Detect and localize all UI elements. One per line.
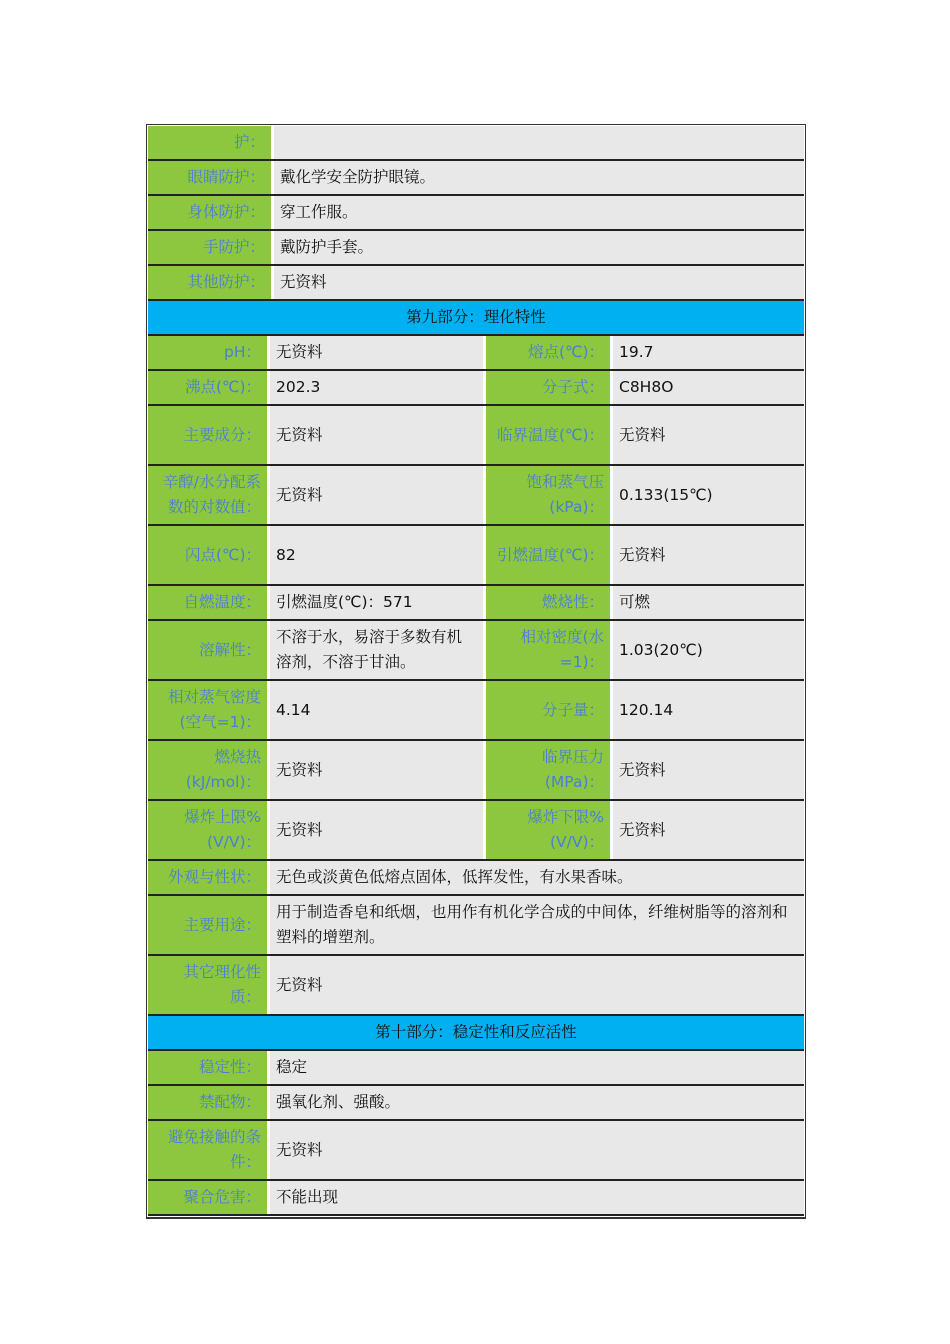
field-value: 无资料	[613, 526, 804, 584]
field-label: 熔点(℃)：	[486, 336, 613, 369]
field-label: 避免接触的条件：	[148, 1121, 270, 1179]
field-label: 分子式：	[486, 371, 613, 404]
field-label: 燃烧性：	[486, 586, 613, 619]
field-label: 分子量：	[486, 681, 613, 739]
field-label: 沸点(℃)：	[148, 371, 270, 404]
field-value: 无资料	[270, 801, 486, 859]
section-title: 第九部分：理化特性	[148, 301, 804, 334]
table-row	[148, 266, 804, 301]
field-label: 燃烧热(kJ/mol)：	[148, 741, 270, 799]
field-value: 19.7	[613, 336, 804, 369]
field-label: 饱和蒸气压(kPa)：	[486, 466, 613, 524]
field-label: 溶解性：	[148, 621, 270, 679]
field-label: 闪点(℃)：	[148, 526, 270, 584]
field-label: 禁配物：	[148, 1086, 270, 1119]
table-row	[148, 526, 804, 586]
field-value: 强氧化剂、强酸。	[270, 1086, 804, 1119]
table-row	[148, 681, 804, 741]
field-value: 可燃	[613, 586, 804, 619]
table-row	[148, 896, 804, 956]
table-row	[148, 741, 804, 801]
field-value: 稳定	[270, 1051, 804, 1084]
field-label: pH：	[148, 336, 270, 369]
table-row	[148, 196, 804, 231]
field-value: 无资料	[613, 406, 804, 464]
field-value: 无资料	[270, 741, 486, 799]
table-row	[148, 161, 804, 196]
section-title: 第十部分：稳定性和反应活性	[148, 1016, 804, 1049]
field-label: 引燃温度(℃)：	[486, 526, 613, 584]
table-row	[148, 231, 804, 266]
table-row	[148, 956, 804, 1016]
table-row	[148, 621, 804, 681]
field-value: 无色或淡黄色低熔点固体，低挥发性，有水果香味。	[270, 861, 804, 894]
field-value: 戴化学安全防护眼镜。	[274, 161, 804, 194]
field-label: 聚合危害：	[148, 1181, 270, 1214]
table-row	[148, 1121, 804, 1181]
field-value: 不溶于水，易溶于多数有机溶剂，不溶于甘油。	[270, 621, 486, 679]
table-row	[148, 126, 804, 161]
field-label: 主要用途：	[148, 896, 270, 954]
field-value: 穿工作服。	[274, 196, 804, 229]
table-row	[148, 801, 804, 861]
field-label: 身体防护：	[148, 196, 274, 229]
field-value: 戴防护手套。	[274, 231, 804, 264]
field-value	[274, 126, 804, 159]
field-value: 无资料	[613, 741, 804, 799]
field-label: 自燃温度：	[148, 586, 270, 619]
field-label: 相对密度(水=1)：	[486, 621, 613, 679]
field-value: 引燃温度(℃)：571	[270, 586, 486, 619]
field-label: 其它理化性质：	[148, 956, 270, 1014]
field-label: 临界温度(℃)：	[486, 406, 613, 464]
table-row	[148, 466, 804, 526]
field-label: 相对蒸气密度(空气=1)：	[148, 681, 270, 739]
field-label: 稳定性：	[148, 1051, 270, 1084]
field-label: 临界压力(MPa)：	[486, 741, 613, 799]
section-header-row	[148, 301, 804, 336]
field-value: 无资料	[270, 1121, 804, 1179]
field-value: 0.133(15℃)	[613, 466, 804, 524]
table-row	[148, 861, 804, 896]
table-row	[148, 1086, 804, 1121]
field-label: 辛醇/水分配系数的对数值：	[148, 466, 270, 524]
field-value: 无资料	[274, 266, 804, 299]
table-row	[148, 336, 804, 371]
table-row	[148, 406, 804, 466]
table-row	[148, 1051, 804, 1086]
field-value: 无资料	[270, 956, 804, 1014]
field-value: 4.14	[270, 681, 486, 739]
field-label: 爆炸上限%(V/V)：	[148, 801, 270, 859]
field-value: C8H8O	[613, 371, 804, 404]
table-row	[148, 1181, 804, 1216]
field-value: 120.14	[613, 681, 804, 739]
field-label: 护：	[148, 126, 274, 159]
table-row	[148, 371, 804, 406]
field-value: 无资料	[270, 466, 486, 524]
field-value: 用于制造香皂和纸烟，也用作有机化学合成的中间体，纤维树脂等的溶剂和塑料的增塑剂。	[270, 896, 804, 954]
field-value: 无资料	[270, 336, 486, 369]
field-value: 202.3	[270, 371, 486, 404]
field-value: 不能出现	[270, 1181, 804, 1214]
field-label: 主要成分：	[148, 406, 270, 464]
field-value: 82	[270, 526, 486, 584]
field-label: 其他防护：	[148, 266, 274, 299]
field-label: 爆炸下限%(V/V)：	[486, 801, 613, 859]
table-row	[148, 586, 804, 621]
field-value: 1.03(20℃)	[613, 621, 804, 679]
section-header-row	[148, 1016, 804, 1051]
field-value: 无资料	[270, 406, 486, 464]
msds-table	[146, 124, 806, 1219]
field-value: 无资料	[613, 801, 804, 859]
field-label: 眼睛防护：	[148, 161, 274, 194]
field-label: 外观与性状：	[148, 861, 270, 894]
field-label: 手防护：	[148, 231, 274, 264]
